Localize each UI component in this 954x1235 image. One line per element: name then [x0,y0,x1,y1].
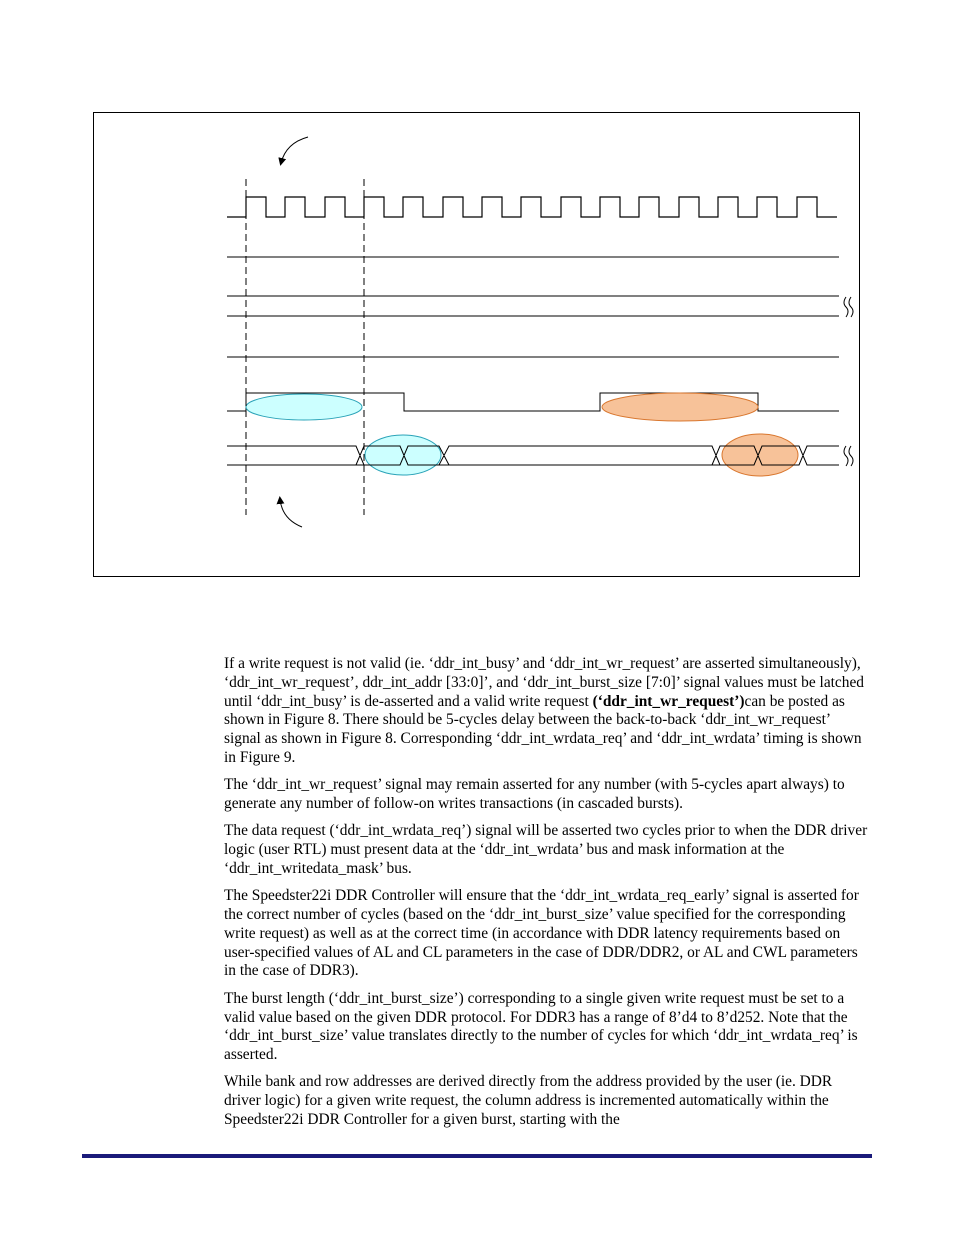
paragraph [224,990,868,1065]
bus-highlight-cyan [365,435,441,475]
clock-waveform [227,197,837,217]
paragraph-text: The burst length (‘ddr_int_burst_size’) corresponding to a single given write request must be set to a valid value based on the given DDR protocol. For DDR3 has a range of 8’d4 to 8’d252. Note that the ‘ddr_int_burst_size’ value translates directly to the number of cycles for which ‘ddr_int_wrdata_req’ is asserted. [224,989,858,1064]
paragraph-text: If a write request is not valid (ie. ‘ddr_int_busy’ and ‘ddr_int_wr_request’ are asserted simultaneously), ‘ddr_int_wr_request’, ddr_int_addr [33:0]’, and ‘ddr_int_burst_size [7:0]’ signal values must be latched until ‘ddr_int_busy’ is de-asserted and a valid write request [224,655,864,710]
paragraph [224,776,868,814]
paragraph-text: While bank and row addresses are derived directly from the address provided by the user (ie. DDR driver logic) for a given write request, the column address is incremented automatically within the Speedster22i DDR Controller for a given burst, starting with the [224,1073,833,1129]
bold-text: (‘ddr_int_wr_request’) [592,692,745,710]
paragraph-text: can be posted as shown in Figure 8. There should be 5-cycles delay between the back-to-back ‘ddr_int_wr_request’ signal as shown in Figure 8. Corresponding ‘ddr_int_wrdata_req’ and ‘ddr_int_wrdata’ timing is shown in Figure 9. [224,692,862,766]
annotation-arrow-top-icon [281,137,308,163]
timing-diagram [94,113,861,578]
request-highlight-cyan [246,394,362,420]
annotation-arrow-bottom-icon [280,499,302,527]
break-mark-icon [844,446,853,466]
break-mark-icon [844,297,853,317]
paragraph-text: The data request (‘ddr_int_wrdata_req’) signal will be asserted two cycles prior to when the DDR driver logic (user RTL) must present data at the ‘ddr_int_wrdata’ bus and mask information at the ‘ddr_int_writedata_mask’ bus. [224,822,868,877]
timing-diagram-frame [93,112,860,577]
paragraph [224,822,868,878]
bus-highlight-orange [722,434,798,476]
body-text [224,655,868,1138]
paragraph-text: The ‘ddr_int_wr_request’ signal may remain asserted for any number (with 5-cycles apart always) to generate any number of follow-on writes transactions (in cascaded bursts). [224,776,845,813]
paragraph [224,1073,868,1129]
paragraph [224,655,868,768]
request-highlight-orange [602,393,758,421]
paragraph-text: The Speedster22i DDR Controller will ensure that the ‘ddr_int_wrdata_req_early’ signal is asserted for the correct number of cycles (based on the ‘ddr_int_burst_size’ value specified for the corresponding write request) as well as at the correct time (in accordance with DDR latency requirements based on user-specified values of AL and CL parameters in the case of DDR/DDR2, or AL and CWL parameters in the case of DDR3). [224,887,859,980]
footer-rule [82,1154,872,1158]
paragraph [224,887,868,981]
